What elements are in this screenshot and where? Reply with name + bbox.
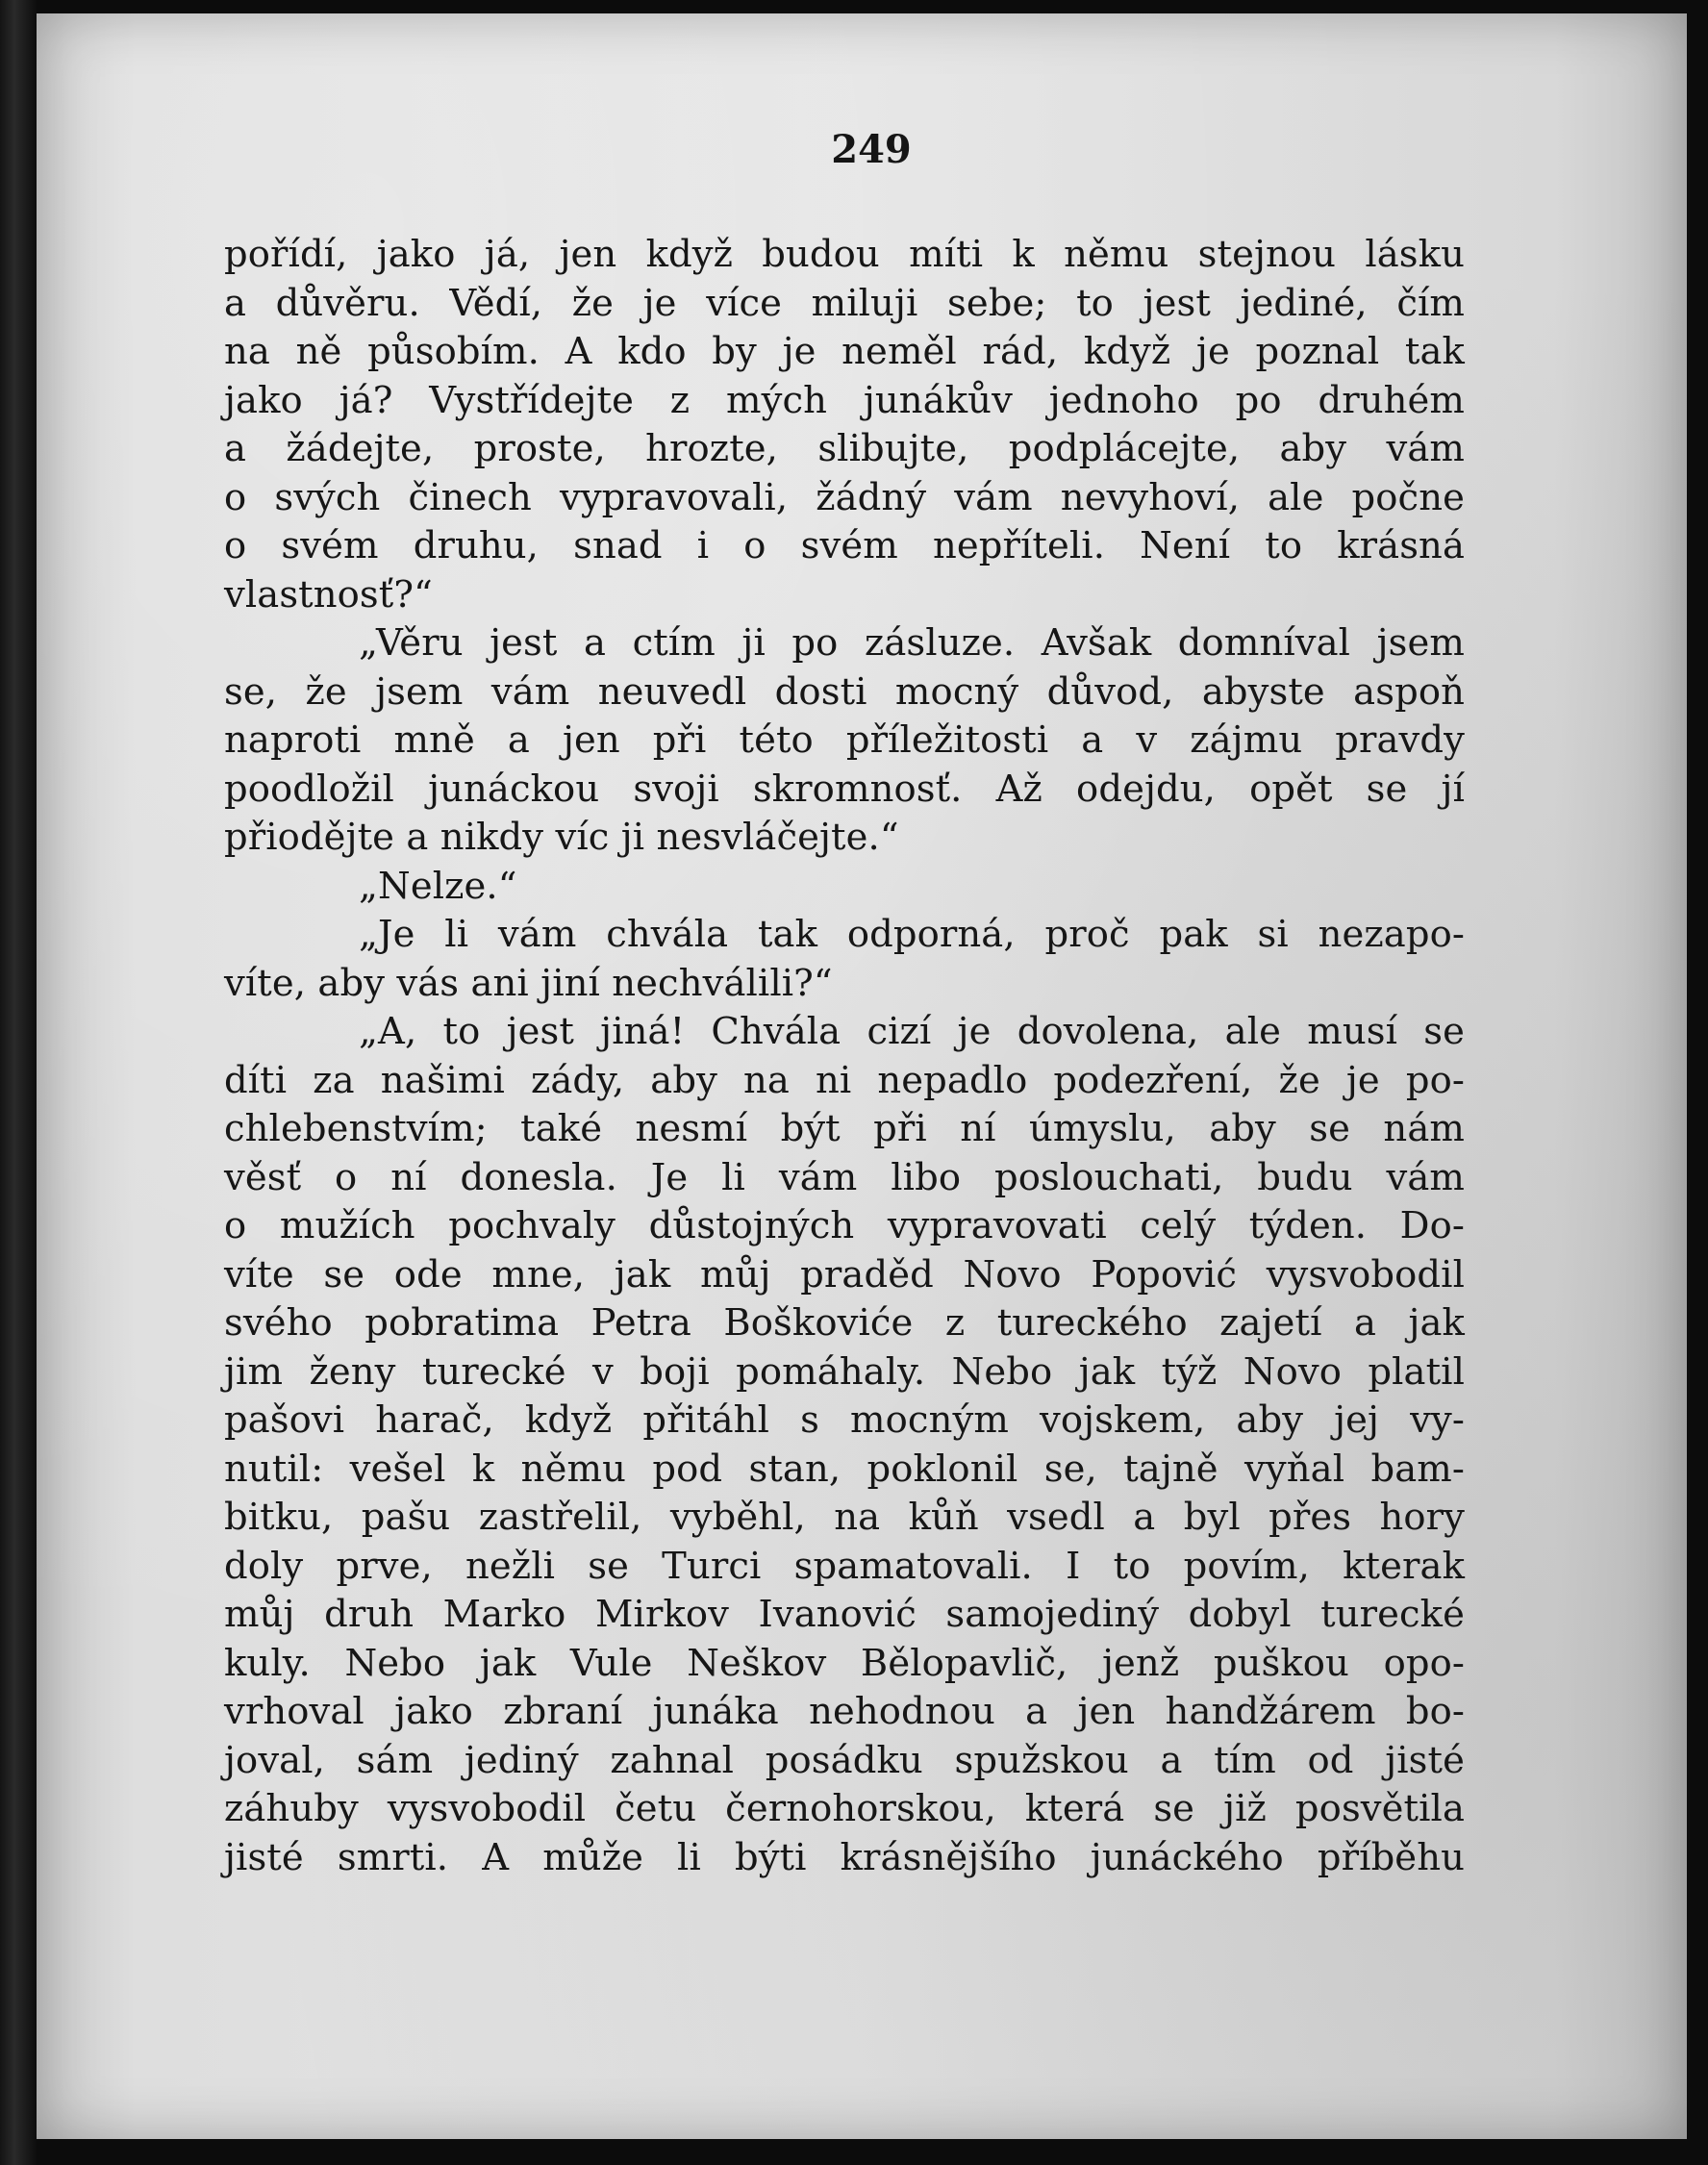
text-line: bitku, pašu zastřelil, vyběhl, na kůň vsedl a byl přes hory bbox=[224, 1496, 1465, 1539]
text-line: jisté smrti. A může li býti krásnějšího junáckého příběhu bbox=[224, 1835, 1465, 1879]
text-line: víte se ode mne, jak můj praděd Novo Popović vysvobodil bbox=[224, 1252, 1465, 1296]
text-line: se, že jsem vám neuvedl dosti mocný důvod, abyste aspoň bbox=[224, 669, 1465, 714]
text-line: jim ženy turecké v boji pomáhaly. Nebo jak týž Novo platil bbox=[224, 1349, 1465, 1394]
text-line: doly prve, nežli se Turci spamatovali. I to povím, kterak bbox=[224, 1544, 1465, 1588]
text-line: vrhoval jako zbraní junáka nehodnou a jen handžárem bo- bbox=[224, 1690, 1465, 1733]
page-number: 249 bbox=[831, 127, 912, 172]
text-line: věsť o ní donesla. Je li vám libo poslouchati, budu vám bbox=[224, 1155, 1465, 1199]
text-line: chlebenstvím; také nesmí být při ní úmyslu, aby se nám bbox=[224, 1107, 1465, 1150]
paper-sheet bbox=[37, 13, 1687, 2139]
text-line: o mužích pochvaly důstojných vypravovati celý týden. Do- bbox=[224, 1204, 1465, 1247]
text-line: poodložil junáckou svoji skromnosť. Až odejdu, opět se jí bbox=[224, 767, 1465, 811]
text-line: můj druh Marko Mirkov Ivanović samojediný dobyl turecké bbox=[224, 1593, 1465, 1636]
text-line: o svých činech vypravovali, žádný vám nevyhoví, ale počne bbox=[224, 475, 1465, 519]
text-line: „Je li vám chvála tak odporná, proč pak si nezapo- bbox=[359, 913, 1465, 956]
text-line: „Věru jest a ctím ji po zásluze. Avšak domníval jsem bbox=[359, 621, 1465, 665]
text-line: a důvěru. Vědí, že je více miluji sebe; to jest jediné, čím bbox=[224, 281, 1465, 325]
text-line: na ně působím. A kdo by je neměl rád, když je poznal tak bbox=[224, 330, 1465, 373]
text-line: jako já? Vystřídejte z mých junákův jednoho po druhém bbox=[224, 378, 1465, 422]
text-line: o svém druhu, snad i o svém nepříteli. Není to krásná bbox=[224, 524, 1465, 567]
text-line: přiodějte a nikdy víc ji nesvláčejte.“ bbox=[224, 816, 899, 859]
text-line: pašovi harač, když přitáhl s mocným vojskem, aby jej vy- bbox=[224, 1398, 1465, 1442]
text-line: záhuby vysvobodil četu černohorskou, která se již posvětila bbox=[224, 1787, 1465, 1830]
text-line: a žádejte, proste, hrozte, slibujte, podplácejte, aby vám bbox=[224, 427, 1465, 470]
text-line: nutil: vešel k němu pod stan, poklonil se, tajně vyňal bam- bbox=[224, 1447, 1465, 1491]
text-line: „A, to jest jiná! Chvála cizí je dovolena, ale musí se bbox=[359, 1010, 1465, 1053]
body-text bbox=[224, 231, 1465, 1882]
text-line: „Nelze.“ bbox=[359, 864, 517, 908]
text-line: pořídí, jako já, jen když budou míti k němu stejnou lásku bbox=[224, 233, 1465, 276]
text-line: naproti mně a jen při této příležitosti a v zájmu pravdy bbox=[224, 718, 1465, 762]
text-line: kuly. Nebo jak Vule Neškov Bělopavlič, jenž puškou opo- bbox=[224, 1641, 1465, 1685]
text-line: joval, sám jediný zahnal posádku spužskou a tím od jisté bbox=[224, 1738, 1465, 1782]
text-line: díti za našimi zády, aby na ni nepadlo podezření, že je po- bbox=[224, 1058, 1465, 1102]
text-line: víte, aby vás ani jiní nechválili?“ bbox=[224, 961, 833, 1005]
text-line: vlastnosť?“ bbox=[224, 572, 433, 617]
book-spine-edge bbox=[0, 0, 37, 2165]
text-line: svého pobratima Petra Boškoviće z tureckého zajetí a jak bbox=[224, 1301, 1465, 1345]
